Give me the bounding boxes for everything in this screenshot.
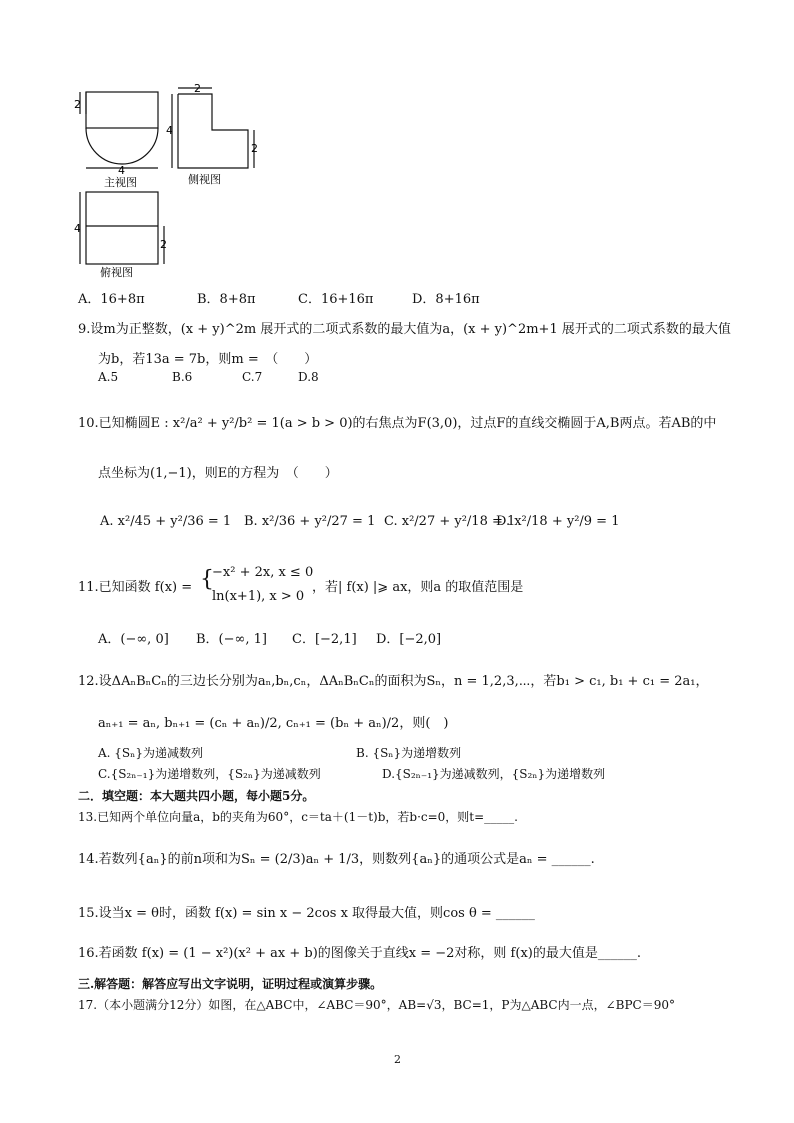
q13-text: 13.已知两个单位向量a，b的夹角为60°，c＝ta＋(1－t)b，若b·c=0，则t=_____. xyxy=(78,810,518,824)
q10-option-b: B. x²/36 + y²/27 = 1 xyxy=(244,514,376,529)
side-dim-left: 4 xyxy=(166,124,173,137)
q11-case2: ln(x+1), x > 0 xyxy=(212,589,305,604)
side-view-label: 侧视图 xyxy=(188,173,221,186)
q10-option-c: C. x²/27 + y²/18 = 1 xyxy=(384,514,516,529)
q9-line2: 为b，若13a = 7b，则m = （ ） xyxy=(98,352,318,367)
q17-text: 17.（本小题满分12分）如图，在△ABC中，∠ABC＝90°，AB=√3，BC=1，P为△ABC内一点，∠BPC＝90° xyxy=(78,998,676,1012)
q11-lead: 11.已知函数 f(x) = xyxy=(78,580,193,595)
q8-option-a: A．16+8π xyxy=(78,292,145,307)
q8-option-d: D．8+16π xyxy=(412,292,480,307)
top-view-label: 俯视图 xyxy=(100,266,133,279)
q8-option-c: C．16+16π xyxy=(298,292,374,307)
side-dim-right: 2 xyxy=(251,142,258,155)
q11-brace: { xyxy=(200,567,214,592)
front-dim-bottom: 4 xyxy=(118,164,125,177)
q16-text: 16.若函数 f(x) = (1 − x²)(x² + ax + b)的图像关于直线x = −2对称，则 f(x)的最大值是______. xyxy=(78,946,641,961)
q12-option-a: A. {Sₙ}为递减数列 xyxy=(98,746,203,760)
q10-option-d: D. x²/18 + y²/9 = 1 xyxy=(496,514,620,529)
q11-option-c: C．[−2,1] xyxy=(292,632,357,647)
q9-option-c: C.7 xyxy=(242,370,263,384)
q11-option-d: D．[−2,0] xyxy=(376,632,442,647)
q12-option-b: B. {Sₙ}为递增数列 xyxy=(356,746,462,760)
top-dim-right: 2 xyxy=(160,238,167,251)
q12-line2: aₙ₊₁ = aₙ, bₙ₊₁ = (cₙ + aₙ)/2, cₙ₊₁ = (bₙ + aₙ)/2，则( ) xyxy=(98,716,449,731)
q11-case1: −x² + 2x, x ≤ 0 xyxy=(212,565,314,580)
q10-line2: 点坐标为(1,−1)，则E的方程为 （ ） xyxy=(98,466,338,481)
q8-option-b: B．8+8π xyxy=(197,292,256,307)
q10-option-a: A. x²/45 + y²/36 = 1 xyxy=(100,514,232,529)
q10-line1: 10.已知椭圆E : x²/a² + y²/b² = 1(a > b > 0)的右焦点为F(3,0)，过点F的直线交椭圆于A,B两点。若AB的中 xyxy=(78,416,717,431)
q11-option-b: B．(−∞, 1] xyxy=(196,632,267,647)
q12-option-c: C.{S₂ₙ₋₁}为递增数列，{S₂ₙ}为递减数列 xyxy=(98,767,321,781)
side-view xyxy=(172,88,254,168)
q9-line1: 9.设m为正整数，(x + y)^2m 展开式的二项式系数的最大值为a，(x + y)^2m+1 展开式的二项式系数的最大值 xyxy=(78,322,731,337)
three-view-figure xyxy=(70,80,280,280)
front-view-label: 主视图 xyxy=(104,176,137,189)
q11-option-a: A．(−∞, 0] xyxy=(98,632,169,647)
q11-tail: ，若| f(x) |⩾ ax，则a 的取值范围是 xyxy=(312,580,524,595)
front-view xyxy=(80,92,158,168)
page-number: 2 xyxy=(394,1053,401,1066)
q14-text: 14.若数列{aₙ}的前n项和为Sₙ = (2/3)aₙ + 1/3，则数列{aₙ}的通项公式是aₙ = ______. xyxy=(78,852,595,867)
q9-option-d: D.8 xyxy=(298,370,319,384)
front-dim-left: 2 xyxy=(74,98,81,111)
top-view xyxy=(80,192,164,264)
side-dim-top: 2 xyxy=(194,82,201,95)
q12-option-d: D.{S₂ₙ₋₁}为递减数列，{S₂ₙ}为递增数列 xyxy=(382,767,606,781)
q15-text: 15.设当x = θ时，函数 f(x) = sin x − 2cos x 取得最大值，则cos θ = ______ xyxy=(78,906,535,921)
top-dim-left: 4 xyxy=(74,222,81,235)
q12-line1: 12.设ΔAₙBₙCₙ的三边长分别为aₙ,bₙ,cₙ，ΔAₙBₙCₙ的面积为Sₙ，n = 1,2,3,⋯，若b₁ > c₁, b₁ + c₁ = 2a₁， xyxy=(78,674,709,689)
section-solution-heading: 三.解答题：解答应写出文字说明，证明过程或演算步骤。 xyxy=(78,977,383,991)
q9-option-a: A.5 xyxy=(98,370,119,384)
q9-option-b: B.6 xyxy=(172,370,193,384)
section-fill-in-heading: 二．填空题：本大题共四小题，每小题5分。 xyxy=(78,789,315,803)
